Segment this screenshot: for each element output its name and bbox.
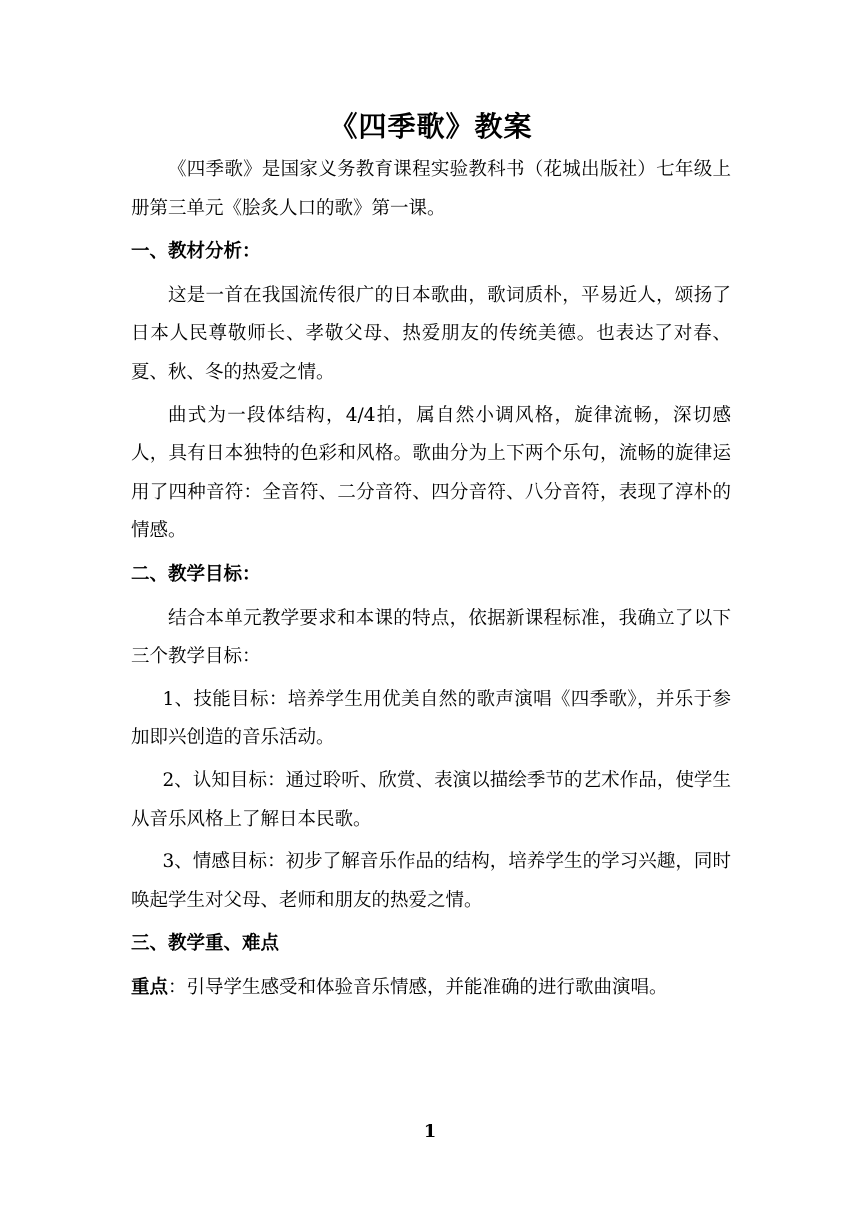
intro-paragraph: 《四季歌》是国家义务教育课程实验教科书（花城出版社）七年级上册第三单元《脍炙人口的歌》第一课。 bbox=[131, 159, 731, 219]
analysis-paragraph-1: 这是一首在我国流传很广的日本歌曲，歌词质朴，平易近人，颂扬了日本人民尊敬师长、孝敬父母、热爱朋友的传统美德。也表达了对春、夏、秋、冬的热爱之情。 bbox=[131, 284, 731, 383]
page-title: 《四季歌》教案 bbox=[329, 110, 533, 143]
analysis-paragraph-2: 曲式为一段体结构，4/4拍，属自然小调风格，旋律流畅，深切感人，具有日本独特的色彩和风格。歌曲分为上下两个乐句，流畅的旋律运用了四种音符：全音符、二分音符、四分音符、八分音符，表现了淳朴的情感。 bbox=[131, 404, 731, 542]
key-point-line bbox=[131, 969, 731, 1008]
objectives-intro: 结合本单元教学要求和本课的特点，依据新课程标准，我确立了以下三个教学目标： bbox=[131, 607, 731, 668]
section-heading-analysis: 一、教材分析： bbox=[131, 241, 261, 263]
key-point-label: 重点 bbox=[131, 976, 169, 998]
document-body bbox=[131, 103, 731, 1007]
section-heading-objectives: 二、教学目标： bbox=[131, 563, 261, 585]
objective-skill: 1、技能目标：培养学生用优美自然的歌声演唱《四季歌》，并乐于参加即兴创造的音乐活动。 bbox=[131, 688, 731, 749]
key-point-text: ：引导学生感受和体验音乐情感，并能准确的进行歌曲演唱。 bbox=[168, 976, 668, 998]
page-number: 1 bbox=[423, 1121, 437, 1142]
objective-cognitive: 2、认知目标：通过聆听、欣赏、表演以描绘季节的艺术作品，使学生从音乐风格上了解日本民歌。 bbox=[131, 769, 731, 830]
objective-emotional: 3、情感目标：初步了解音乐作品的结构，培养学生的学习兴趣，同时唤起学生对父母、老师和朋友的热爱之情。 bbox=[131, 851, 731, 911]
section-heading-key-points: 三、教学重、难点 bbox=[131, 933, 280, 955]
